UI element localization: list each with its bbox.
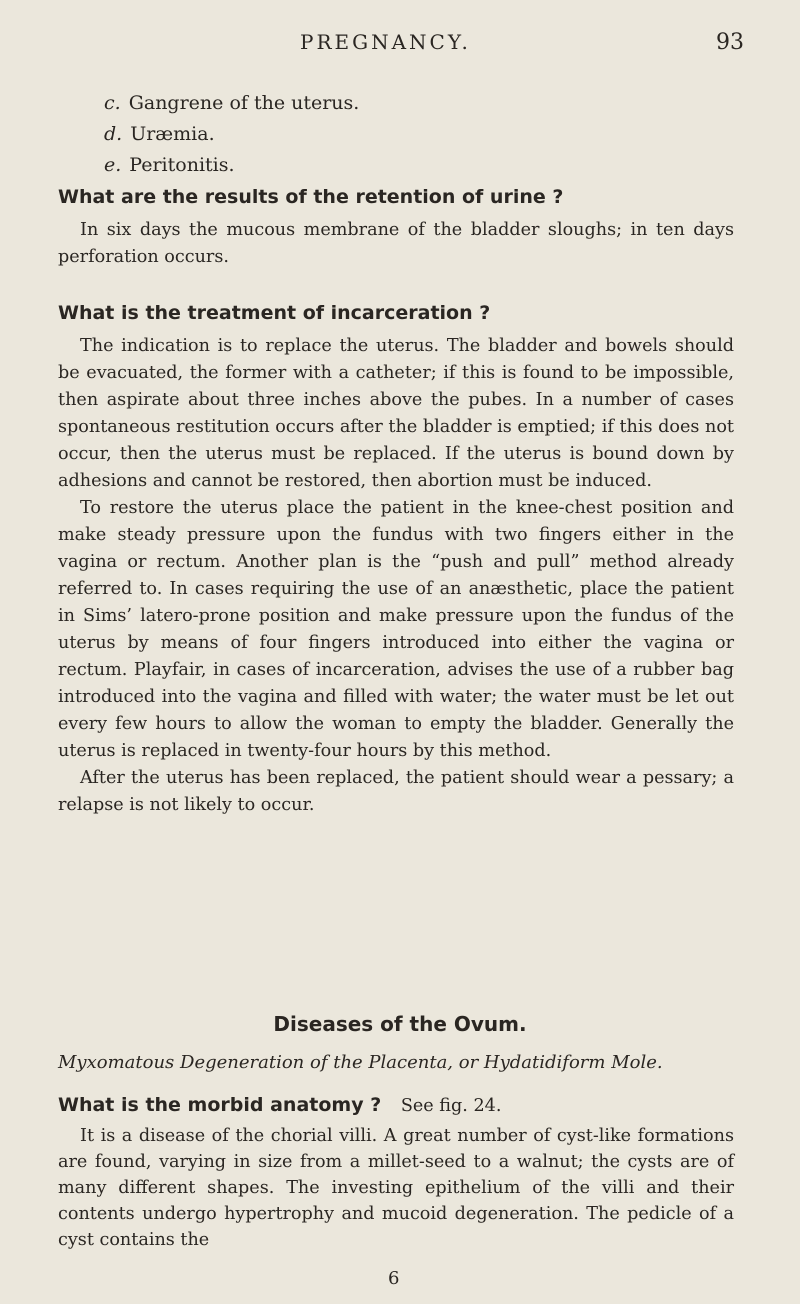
list-item: [104, 119, 359, 150]
treatment-paragraph: After the uterus has been replaced, the patient should wear a pessary; a relapse is not likely to occur.: [58, 768, 734, 815]
retention-block: [58, 184, 734, 271]
list-marker: d.: [104, 123, 123, 145]
list-text: Uræmia.: [130, 123, 215, 145]
list-marker: e.: [104, 154, 122, 176]
treatment-paragraph: The indication is to replace the uterus. The bladder and bowels should be evacuated, the former with a catheter; if this is found to be impossible, then aspirate about three inches above the pubes. In a number of cases spontaneous restitution occurs after the bladder is emptied; if this does not occur, then the uterus must be replaced. If the uterus is bound down by adhesions and cannot be restored, then abortion must be induced.: [58, 336, 734, 491]
treatment-block: [58, 300, 734, 819]
list-text: Peritonitis.: [129, 154, 235, 176]
retention-question: What are the results of the retention of urine ?: [58, 186, 564, 208]
morbid-anatomy-answer: It is a disease of the chorial villi. A great number of cyst-like formations are found, varying in size from a millet-seed to a walnut; the cysts are of many different shapes. The investing epithelium of the villi and their contents undergo hypertrophy and mucoid degeneration. The pedicle of a cyst contains the: [58, 1126, 734, 1250]
treatment-paragraph: To restore the uterus place the patient in the knee-chest position and make steady pressure upon the fundus with two fingers either in the vagina or rectum. Another plan is the “push and pull” method already referred to. In cases requiring the use of an anæsthetic, place the patient in Sims’ latero-prone position and make pressure upon the fundus of the uterus by means of four fingers introduced into either the vagina or rectum. Playfair, in cases of incarceration, advises the use of a rubber bag introduced into the vagina and filled with water; the water must be let out every few hours to allow the woman to empty the bladder. Generally the uterus is replaced in twenty-four hours by this method.: [58, 498, 734, 761]
figure-reference: See fig. 24.: [400, 1096, 502, 1116]
list-text: Gangrene of the uterus.: [128, 92, 360, 114]
section-heading: Diseases of the Ovum.: [273, 1012, 527, 1036]
morbid-anatomy-block: [58, 1092, 734, 1253]
retention-answer: In six days the mucous membrane of the bladder sloughs; in ten days perforation occurs.: [58, 220, 734, 267]
signature-mark: 6: [388, 1268, 400, 1289]
treatment-question: What is the treatment of incarceration ?: [58, 302, 491, 324]
complication-list: [104, 88, 359, 181]
running-title: PREGNANCY.: [300, 30, 471, 54]
list-item: [104, 88, 359, 119]
list-marker: c.: [104, 92, 121, 114]
page-number: 93: [716, 30, 744, 55]
subsection-heading: Myxomatous Degeneration of the Placenta, or Hydatidiform Mole.: [58, 1052, 663, 1073]
morbid-anatomy-question: What is the morbid anatomy ?: [58, 1094, 382, 1116]
list-item: [104, 150, 359, 181]
